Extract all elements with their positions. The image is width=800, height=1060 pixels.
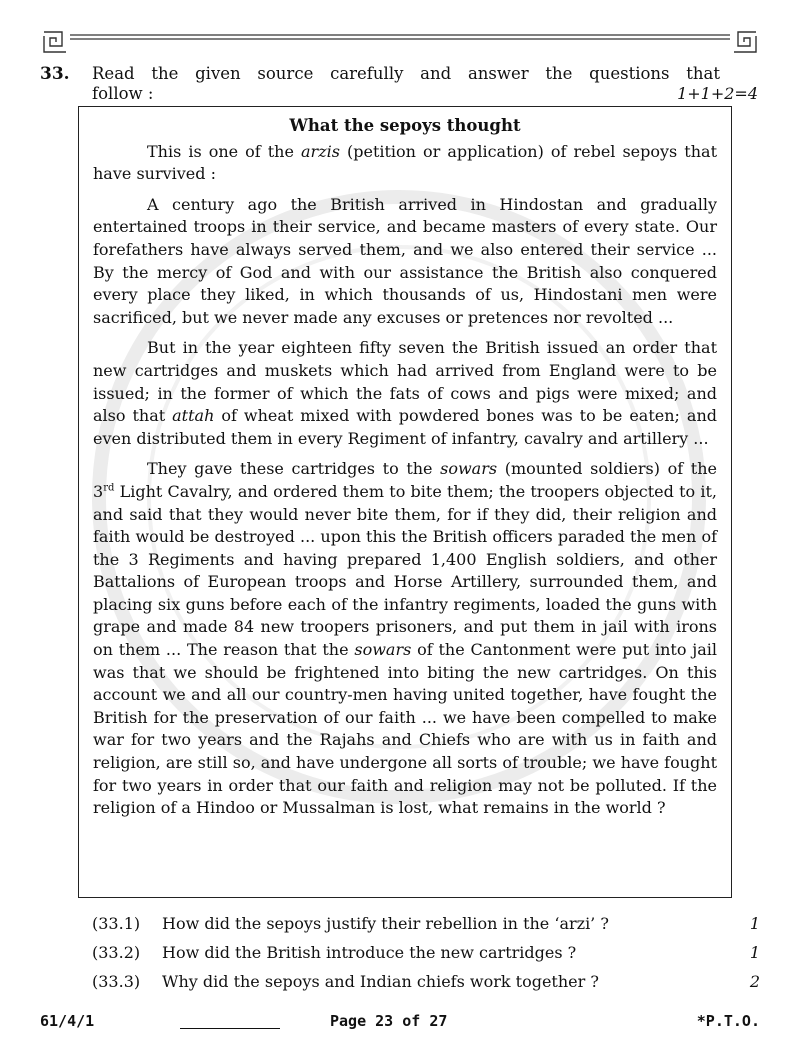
source-intro (93, 141, 717, 186)
sub-question-mark: 2 (749, 972, 760, 991)
top-decorative-border (42, 30, 758, 54)
sub-question-text: How did the British introduce the new cartridges ? (162, 943, 577, 962)
source-paragraph-1: A century ago the British arrived in Hindostan and gradually entertained troops in their service, and became masters of every state. Our forefathers have always served them, and we also entered their service ... By the mercy of God and with our assistance the British also conquered every place they liked, in which thousands of us, Hindostani men were sacrificed, but we never made any excuses or pretences nor revolted ... (93, 194, 717, 327)
page-number: Page 23 of 27 (330, 1012, 448, 1030)
intro-text: This is one of the (147, 141, 301, 161)
para3-italic-term-b: sowars (354, 640, 412, 660)
para3-text-d: of the Cantonment were put into jail was that we should be frightened into biting the new cartridges. On this account we and all our country-men having united together, have fought the British for the preservation of our faith ... we have been compelled to make war for two years and the Rajahs and Chiefs who are with us in faith and religion, are still so, and have undergone all sorts of trouble; we have fought for two years in order that our faith and religion may not be polluted. If the religion of a Hindoo or Mussalman is lost, what remains in the world ? (93, 640, 717, 818)
question-marks: 1+1+2=4 (677, 84, 758, 103)
sub-question-33-1 (92, 914, 760, 943)
sub-question-33-3 (92, 972, 760, 1001)
source-content (93, 115, 717, 820)
intro-italic-term: arzis (301, 141, 340, 161)
please-turn-over: *P.T.O. (696, 1012, 760, 1030)
footer-divider-line (180, 1028, 280, 1029)
source-title: What the sepoys thought (289, 116, 521, 135)
sub-question-mark: 1 (749, 943, 760, 962)
page-footer (40, 1012, 760, 1036)
para3-text-c: Light Cavalry, and ordered them to bite them; the troopers objected to it, and said that they would never bite them, for if they did, their religion and faith would be destroyed ... upon this the British officers paraded the men of the 3 Regiments and having prepared 1,400 English soldiers, and other Battalions of European troops and Horse Artillery, surrounded them, and placing six guns before each of the infantry regiments, loaded the guns with grape and made 84 new troopers prisoners, and put them in jail with irons on them ... The reason that the (93, 481, 717, 660)
sub-question-id: (33.2) (92, 943, 141, 962)
source-paragraph-3 (93, 458, 717, 820)
sub-question-mark: 1 (749, 914, 760, 933)
sub-question-id: (33.1) (92, 914, 141, 933)
paper-code: 61/4/1 (40, 1012, 95, 1030)
para2-italic-term: attah (172, 406, 215, 426)
greek-key-border-icon (42, 30, 758, 54)
sub-question-33-2 (92, 943, 760, 972)
sub-question-text: Why did the sepoys and Indian chiefs work together ? (162, 972, 599, 991)
para3-text-a: They gave these cartridges to the (147, 459, 441, 479)
para3-superscript: rd (103, 482, 115, 494)
sub-question-id: (33.3) (92, 972, 141, 991)
sub-question-text: How did the sepoys justify their rebellion in the ‘arzi’ ? (162, 914, 609, 933)
question-instruction: Read the given source carefully and answer the questions that (92, 64, 720, 83)
question-instruction-continued: follow : (92, 84, 154, 103)
para3-text-b: (mounted soldiers) of the 3 (93, 459, 717, 501)
source-box (78, 106, 732, 898)
para3-italic-term-a: sowars (440, 459, 498, 479)
source-paragraph-2 (93, 337, 717, 450)
sub-questions (92, 914, 760, 1001)
intro-text-end: (petition or application) of rebel sepoys that have survived : (93, 141, 717, 184)
para2-text: But in the year eighteen fifty seven the British issued an order that new cartridges and muskets which had arrived from England were to be issued; in the former of which the fats of cows and pigs were mixed; and also that (93, 338, 717, 426)
question-number: 33. (40, 64, 70, 84)
para2-text-end: of wheat mixed with powdered bones was to be eaten; and even distributed them in every Regiment of infantry, cavalry and artillery ... (93, 406, 717, 448)
